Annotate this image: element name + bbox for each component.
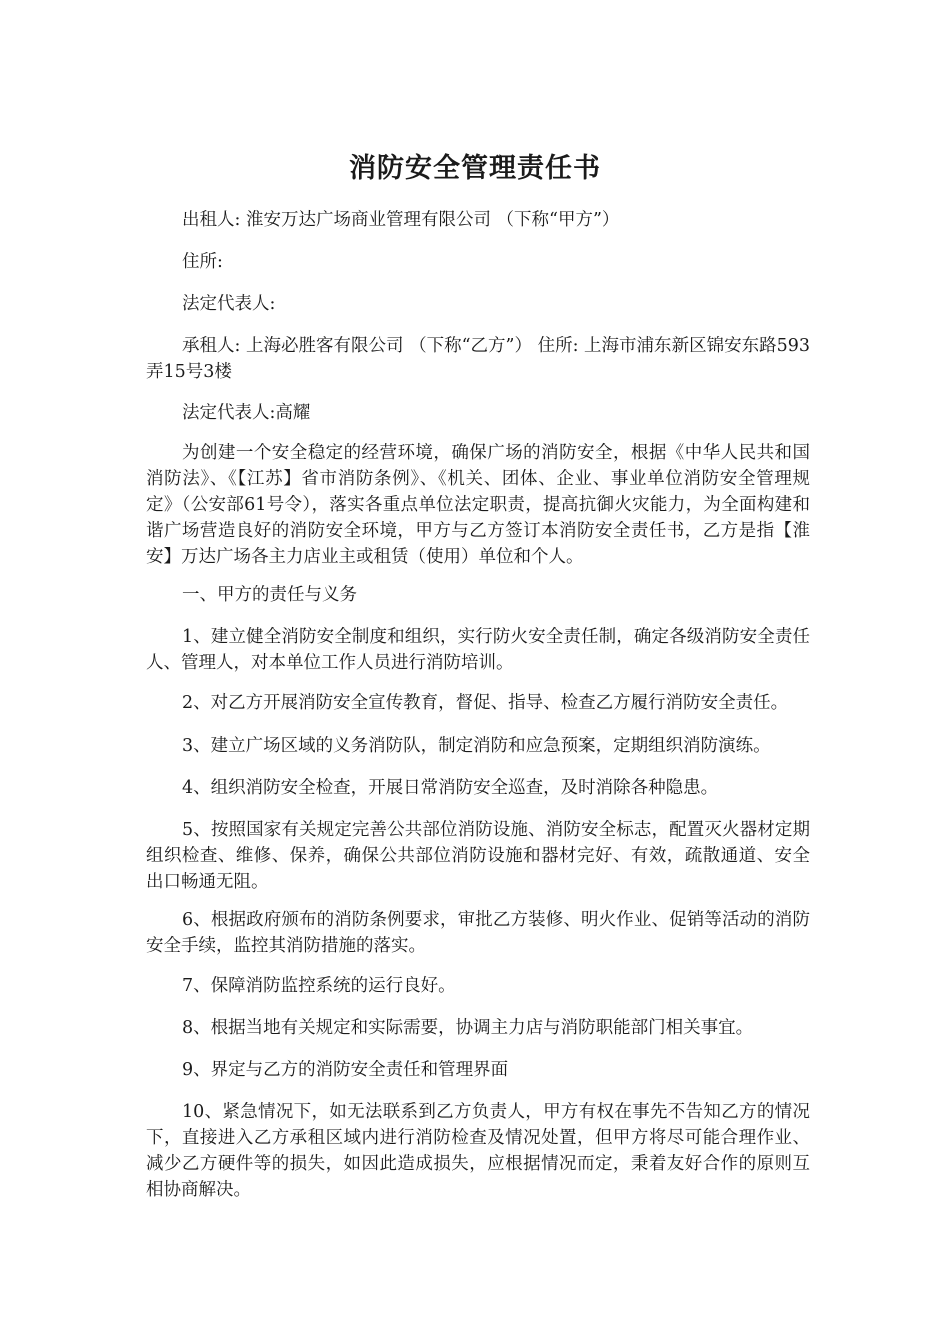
- lessee-legal-rep-line: 法定代表人:高耀: [182, 403, 311, 423]
- lessor-legal-rep-line: 法定代表人:: [182, 294, 276, 314]
- list-item: 3、建立广场区域的义务消防队，制定消防和应急预案，定期组织消防演练。: [182, 736, 771, 756]
- section-heading: 一、甲方的责任与义务: [182, 585, 357, 605]
- document-title: 消防安全管理责任书: [349, 153, 601, 184]
- list-item: 8、根据当地有关规定和实际需要，协调主力店与消防职能部门相关事宜。: [182, 1018, 754, 1038]
- list-item: 9、界定与乙方的消防安全责任和管理界面: [182, 1060, 509, 1080]
- list-item: 4、组织消防安全检查，开展日常消防安全巡查，及时消除各种隐患。: [182, 778, 719, 798]
- list-item: 10、紧急情况下，如无法联系到乙方负责人，甲方有权在事先不告知乙方的情况下，直接进入乙方承租区域内进行消防检查及情况处置，但甲方将尽可能合理作业、减少乙方硬件等的损失，如因此造成损失，应根据情况而定，秉着友好合作的原则互相协商解决。: [146, 1102, 810, 1200]
- lessor-address-line: 住所:: [182, 252, 223, 272]
- list-item: 1、建立健全消防安全制度和组织，实行防火安全责任制，确定各级消防安全责任人、管理人，对本单位工作人员进行消防培训。: [146, 627, 810, 673]
- lessee-line: 承租人: 上海必胜客有限公司 （下称“乙方”） 住所: 上海市浦东新区锦安东路593弄15号3楼: [146, 336, 810, 382]
- list-item: 5、按照国家有关规定完善公共部位消防设施、消防安全标志，配置灭火器材定期组织检查、维修、保养，确保公共部位消防设施和器材完好、有效，疏散通道、安全出口畅通无阻。: [146, 820, 810, 892]
- preamble-paragraph: 为创建一个安全稳定的经营环境，确保广场的消防安全，根据《中华人民共和国消防法》、《【江苏】省市消防条例》、《机关、团体、企业、事业单位消防安全管理规定》（公安部61号令），落实各重点单位法定职责，提高抗御火灾能力，为全面构建和谐广场营造良好的消防安全环境，甲方与乙方签订本消防安全责任书，乙方是指【淮安】万达广场各主力店业主或租赁（使用）单位和个人。: [146, 443, 810, 567]
- list-item: 2、对乙方开展消防安全宣传教育，督促、指导、检查乙方履行消防安全责任。: [182, 693, 789, 713]
- list-item: 6、根据政府颁布的消防条例要求，审批乙方装修、明火作业、促销等活动的消防安全手续，监控其消防措施的落实。: [146, 910, 810, 956]
- list-item: 7、保障消防监控系统的运行良好。: [182, 976, 456, 996]
- lessor-line: 出租人: 淮安万达广场商业管理有限公司 （下称“甲方”）: [182, 210, 620, 230]
